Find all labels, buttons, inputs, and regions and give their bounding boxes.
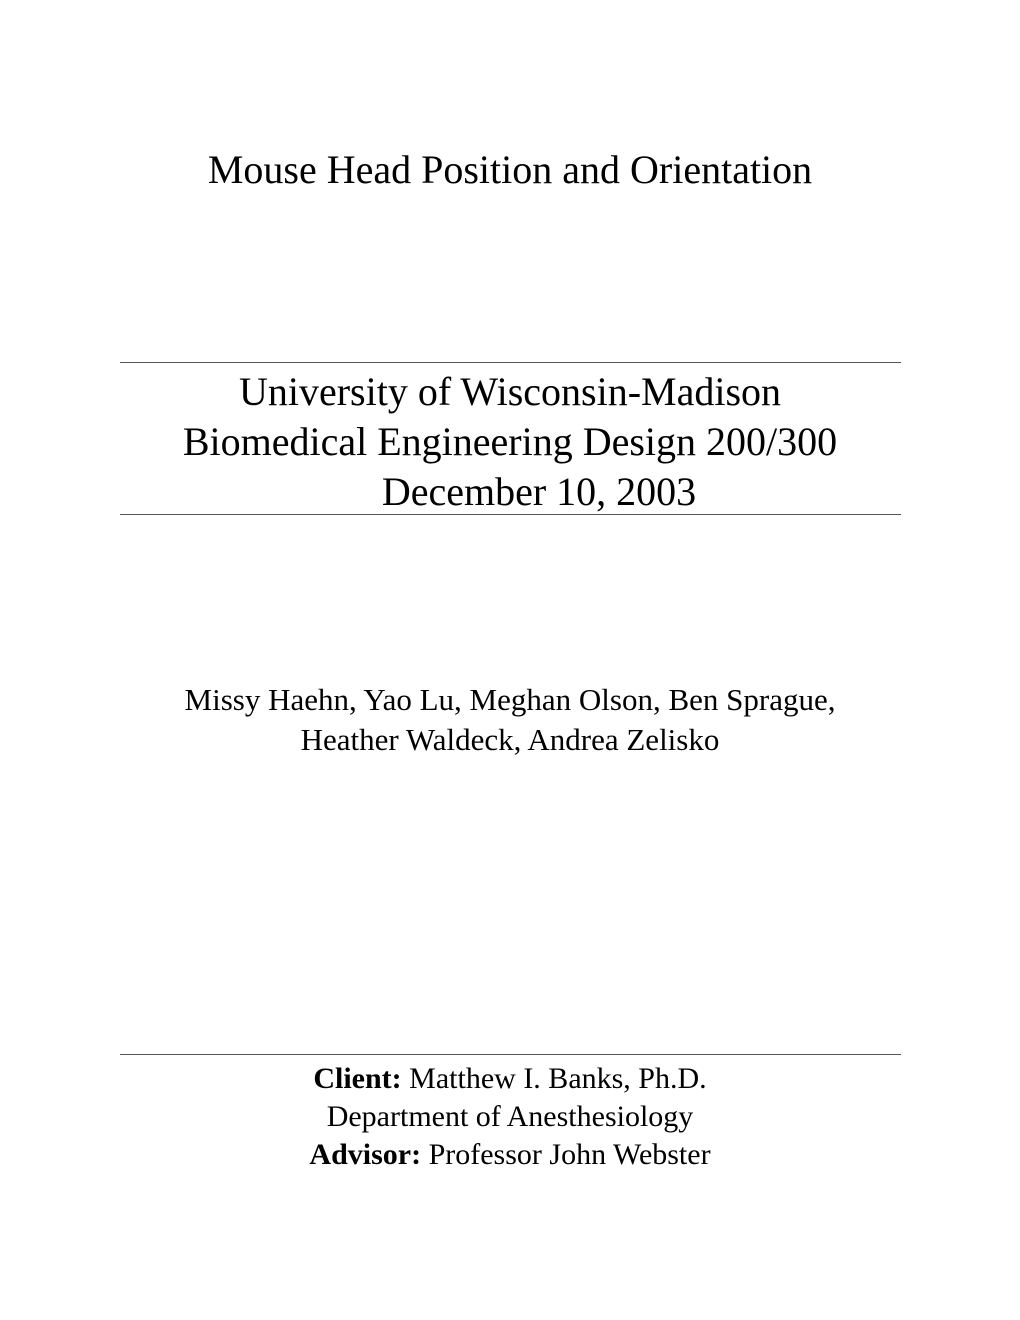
advisor-label: Advisor: bbox=[309, 1138, 422, 1171]
course-name: Biomedical Engineering Design 200/300 bbox=[182, 419, 838, 464]
report-date: December 10, 2003 bbox=[381, 469, 697, 514]
client-line bbox=[0, 1060, 1020, 1098]
authors-block bbox=[0, 680, 1020, 760]
client-name: Matthew I. Banks, Ph.D. bbox=[409, 1062, 707, 1095]
advisor-line bbox=[0, 1136, 1020, 1174]
department-line: Department of Anesthesiology bbox=[326, 1100, 694, 1133]
authors-line-1: Missy Haehn, Yao Lu, Meghan Olson, Ben Sprague, bbox=[184, 682, 836, 717]
university-name: University of Wisconsin-Madison bbox=[238, 369, 782, 414]
document-title: Mouse Head Position and Orientation bbox=[207, 147, 813, 192]
institution-block bbox=[0, 367, 1020, 517]
top-divider bbox=[120, 362, 901, 363]
credits-block bbox=[0, 1060, 1020, 1174]
bottom-divider bbox=[120, 1054, 901, 1055]
authors-line-2: Heather Waldeck, Andrea Zelisko bbox=[300, 722, 720, 757]
client-label: Client: bbox=[313, 1062, 402, 1095]
advisor-name: Professor John Webster bbox=[428, 1138, 711, 1171]
middle-divider bbox=[120, 514, 901, 515]
